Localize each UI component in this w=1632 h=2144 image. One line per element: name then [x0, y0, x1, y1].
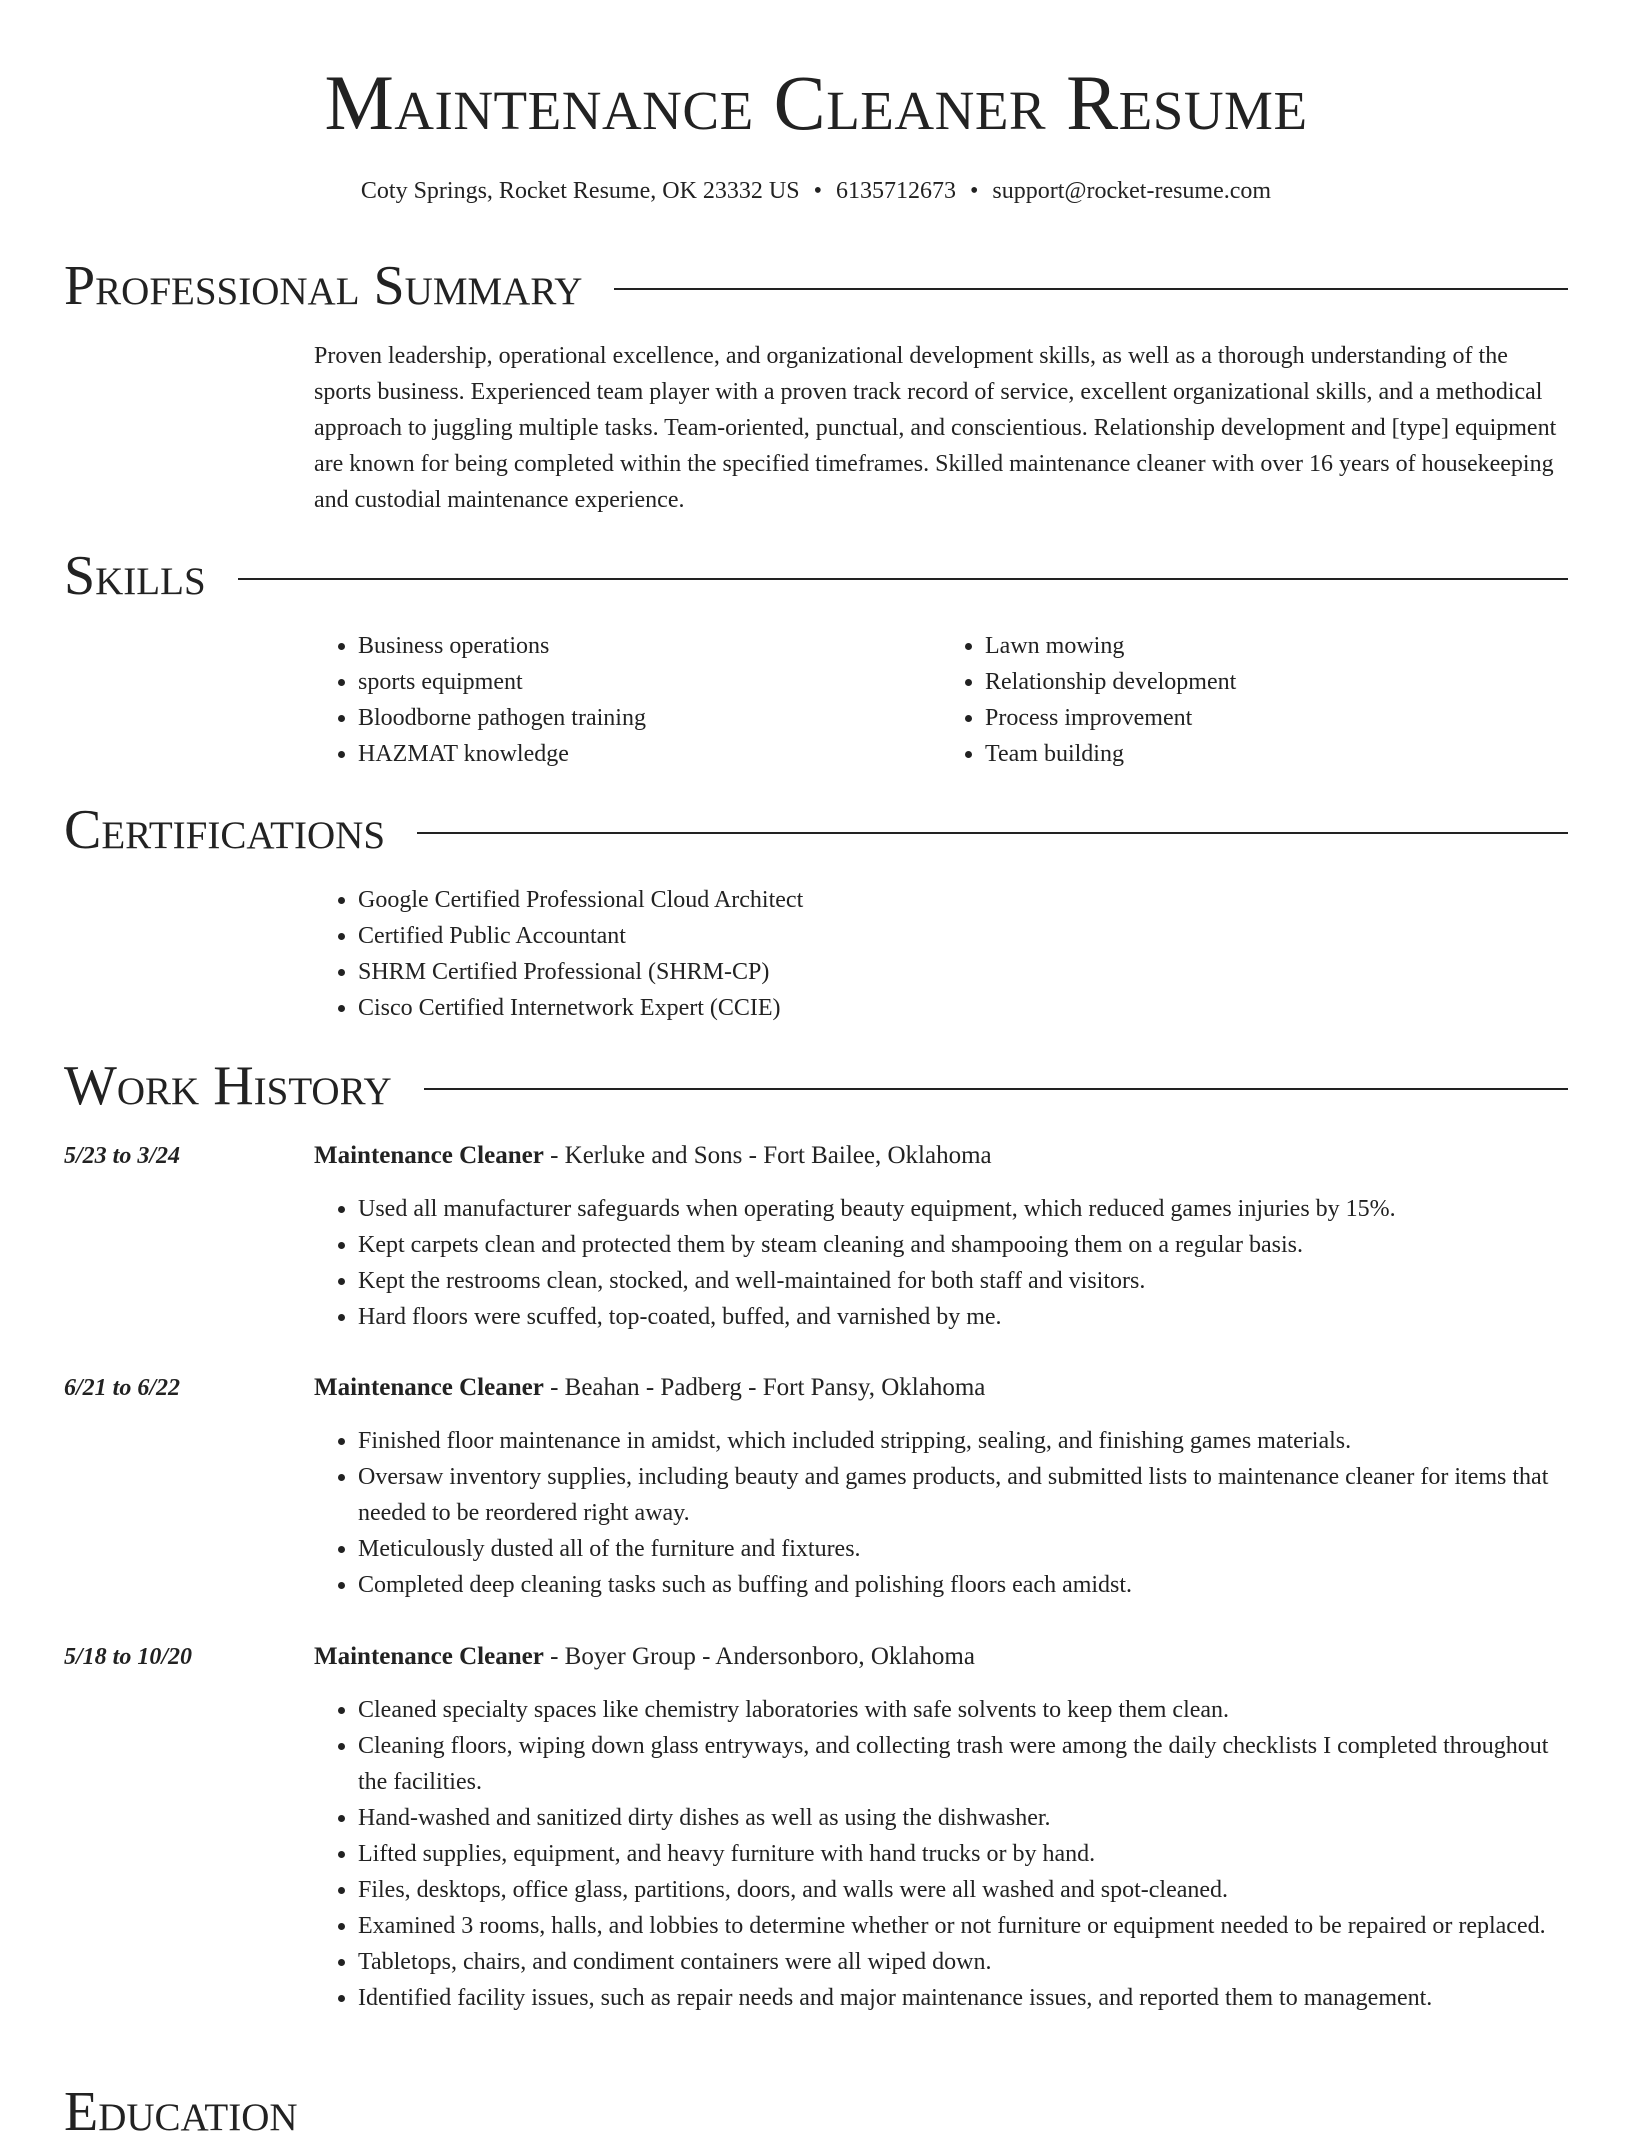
job-duty-item: • Used all manufacturer safeguards when operating beauty equipment, which reduced games injuries by 15%.: [358, 1191, 1568, 1227]
contact-address: Coty Springs, Rocket Resume, OK 23332 US: [360, 178, 800, 204]
job-role: Maintenance Cleaner: [314, 1142, 544, 1169]
job-employer: - Beahan - Padberg - Fort Pansy, Oklahoma: [543, 1374, 986, 1401]
job-role: Maintenance Cleaner: [314, 1374, 544, 1401]
certification-item: • Cisco Certified Internetwork Expert (CCIE): [358, 990, 1568, 1026]
job-duty-item: • Tabletops, chairs, and condiment containers were all wiped down.: [358, 1944, 1568, 1980]
contact-phone: 6135712673: [835, 178, 956, 204]
skills-column-left: [314, 628, 941, 772]
section-rule: [417, 832, 1568, 834]
job-employer: - Boyer Group - Andersonboro, Oklahoma: [543, 1643, 975, 1670]
section-title: Skills: [64, 545, 206, 607]
job-duty-item: • Cleaning floors, wiping down glass entryways, and collecting trash were among the daily checklists I completed throughout the facilities.: [358, 1728, 1568, 1800]
skill-item: • sports equipment: [358, 664, 941, 700]
section-heading-certifications: [64, 798, 1568, 862]
section-title: Work History: [64, 1055, 392, 1117]
section-heading-skills: [64, 544, 1568, 608]
job-dates: 6/21 to 6/22: [64, 1375, 181, 1401]
skill-item: • Process improvement: [985, 700, 1568, 736]
job-duty-item: • Kept the restrooms clean, stocked, and well-maintained for both staff and visitors.: [358, 1263, 1568, 1299]
job-heading: [314, 1370, 985, 1406]
job-duties: [314, 1191, 1568, 1335]
section-title: Professional Summary: [64, 255, 583, 317]
job-duty-item: • Finished floor maintenance in amidst, which included stripping, sealing, and finishing games materials.: [358, 1423, 1568, 1459]
job-role: Maintenance Cleaner: [314, 1643, 544, 1670]
skill-item: • Lawn mowing: [985, 628, 1568, 664]
contact-email: support@rocket-resume.com: [992, 178, 1272, 204]
section-heading-summary: [64, 254, 1568, 318]
section-heading-work-history: [64, 1054, 1568, 1118]
certification-item: • Google Certified Professional Cloud Architect: [358, 882, 1568, 918]
job-duty-item: • Meticulously dusted all of the furniture and fixtures.: [358, 1531, 1568, 1567]
job-duty-item: • Hand-washed and sanitized dirty dishes as well as using the dishwasher.: [358, 1800, 1568, 1836]
job-duty-item: • Identified facility issues, such as repair needs and major maintenance issues, and reported them to management.: [358, 1980, 1568, 2016]
skill-item: • Business operations: [358, 628, 941, 664]
section-rule: [424, 1088, 1568, 1090]
resume-name-title: Maintenance Cleaner Resume: [324, 59, 1308, 146]
section-rule: [238, 578, 1568, 580]
job-dates: 5/23 to 3/24: [64, 1143, 181, 1169]
job-employer: - Kerluke and Sons - Fort Bailee, Oklahoma: [543, 1142, 992, 1169]
job-dates: 5/18 to 10/20: [64, 1644, 193, 1670]
section-heading-education: [64, 2080, 1568, 2144]
certifications-list: [314, 882, 1568, 1026]
skills-column-right: [941, 628, 1568, 772]
job-duties: [314, 1423, 1568, 1603]
job-duty-item: • Completed deep cleaning tasks such as buffing and polishing floors each amidst.: [358, 1567, 1568, 1603]
skill-item: • Relationship development: [985, 664, 1568, 700]
job-duty-item: • Examined 3 rooms, halls, and lobbies to determine whether or not furniture or equipment needed to be repaired or replaced.: [358, 1908, 1568, 1944]
job-duty-item: • Lifted supplies, equipment, and heavy furniture with hand trucks or by hand.: [358, 1836, 1568, 1872]
certification-item: • SHRM Certified Professional (SHRM-CP): [358, 954, 1568, 990]
section-rule: [614, 288, 1568, 290]
job-duty-item: • Cleaned specialty spaces like chemistry laboratories with safe solvents to keep them clean.: [358, 1692, 1568, 1728]
certification-item: • Certified Public Accountant: [358, 918, 1568, 954]
job-heading: [314, 1138, 992, 1174]
contact-separator: •: [813, 178, 822, 204]
job-duty-item: • Kept carpets clean and protected them by steam cleaning and shampooing them on a regular basis.: [358, 1227, 1568, 1263]
job-heading: [314, 1639, 975, 1675]
job-duty-item: • Oversaw inventory supplies, including beauty and games products, and submitted lists to maintenance cleaner for items that needed to be reordered right away.: [358, 1459, 1568, 1531]
skill-item: • Bloodborne pathogen training: [358, 700, 941, 736]
skill-item: • HAZMAT knowledge: [358, 736, 941, 772]
skills-list: [314, 628, 1568, 772]
job-duties: [314, 1692, 1568, 2016]
job-duty-item: • Hard floors were scuffed, top-coated, buffed, and varnished by me.: [358, 1299, 1568, 1335]
skill-item: • Team building: [985, 736, 1568, 772]
contact-line: [0, 176, 1632, 206]
job-duty-item: • Files, desktops, office glass, partitions, doors, and walls were all washed and spot-cleaned.: [358, 1872, 1568, 1908]
section-title: Education: [64, 2081, 298, 2143]
section-title: Certifications: [64, 799, 386, 861]
summary-text: Proven leadership, operational excellence, and organizational development skills, as well as a thorough understanding of the sports business. Experienced team player with a proven track record of service, excellent organizational skills, and a methodical approach to juggling multiple tasks. Team-oriented, punctual, and conscientious. Relationship development and [type] equipment are known for being completed within the specified timeframes. Skilled maintenance cleaner with over 16 years of housekeeping and custodial maintenance experience.: [314, 343, 1557, 513]
contact-separator: •: [969, 178, 979, 204]
